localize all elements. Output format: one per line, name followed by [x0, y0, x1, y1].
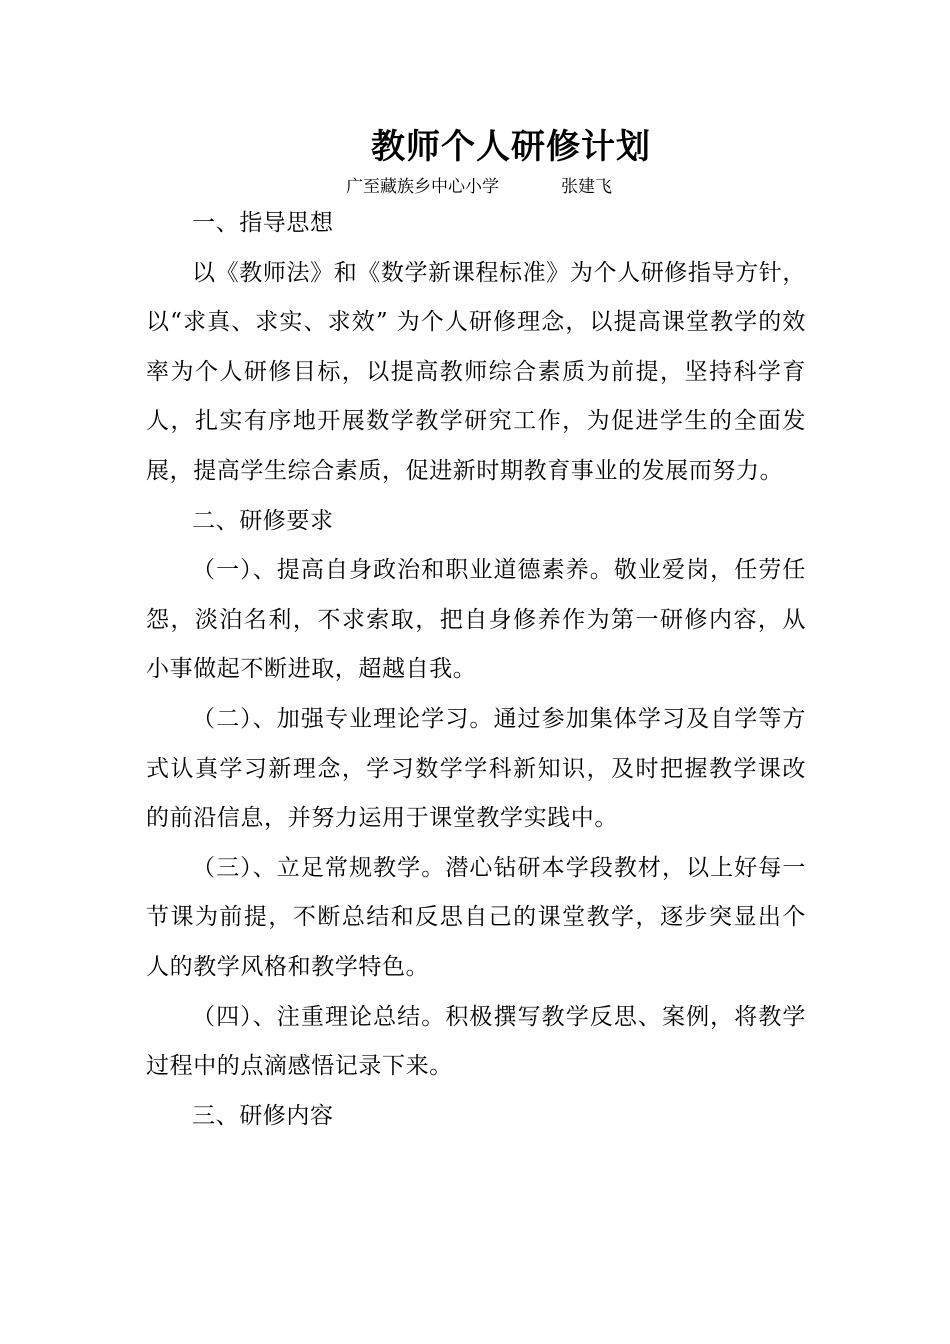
- school-name: 广至藏族乡中心小学: [346, 177, 499, 197]
- document-body: [146, 199, 806, 1141]
- paragraph-requirement-3: （三）、立足常规教学。潜心钻研本学段教材，以上好每一节课为前提，不断总结和反思自己的课堂教学，逐步突显出个人的教学风格和教学特色。: [146, 854, 806, 980]
- section-heading-requirements: 二、研修要求: [192, 507, 334, 534]
- section-heading-content: 三、研修内容: [192, 1102, 334, 1129]
- paragraph-guiding-thought: 以《教师法》和《数学新课程标准》为个人研修指导方针，以“求真、求实、求效” 为个人研修理念，以提高课堂教学的效率为个人研修目标，以提高教师综合素质为前提，坚持科学育人，扎实有序地开展数学教学研究工作，为促进学生的全面发展，提高学生综合素质，促进新时期教育事业的发展而努力。: [146, 259, 806, 484]
- paragraph-requirement-1: （一）、提高自身政治和职业道德素养。敬业爱岗，任劳任怨，淡泊名利，不求索取，把自身修养作为第一研修内容，从小事做起不断进取，超越自我。: [146, 557, 806, 683]
- paragraph-requirement-4: （四）、注重理论总结。积极撰写教学反思、案例，将教学过程中的点滴感悟记录下来。: [146, 1003, 806, 1080]
- paragraph-requirement-2: （二）、加强专业理论学习。通过参加集体学习及自学等方式认真学习新理念，学习数学学科新知识，及时把握教学课改的前沿信息，并努力运用于课堂教学实践中。: [146, 705, 806, 832]
- document-byline: [346, 174, 612, 200]
- author-name: 张建飞: [561, 177, 612, 197]
- document-title: 教师个人研修计划: [371, 127, 651, 167]
- section-heading-guiding-thought: 一、指导思想: [192, 210, 334, 236]
